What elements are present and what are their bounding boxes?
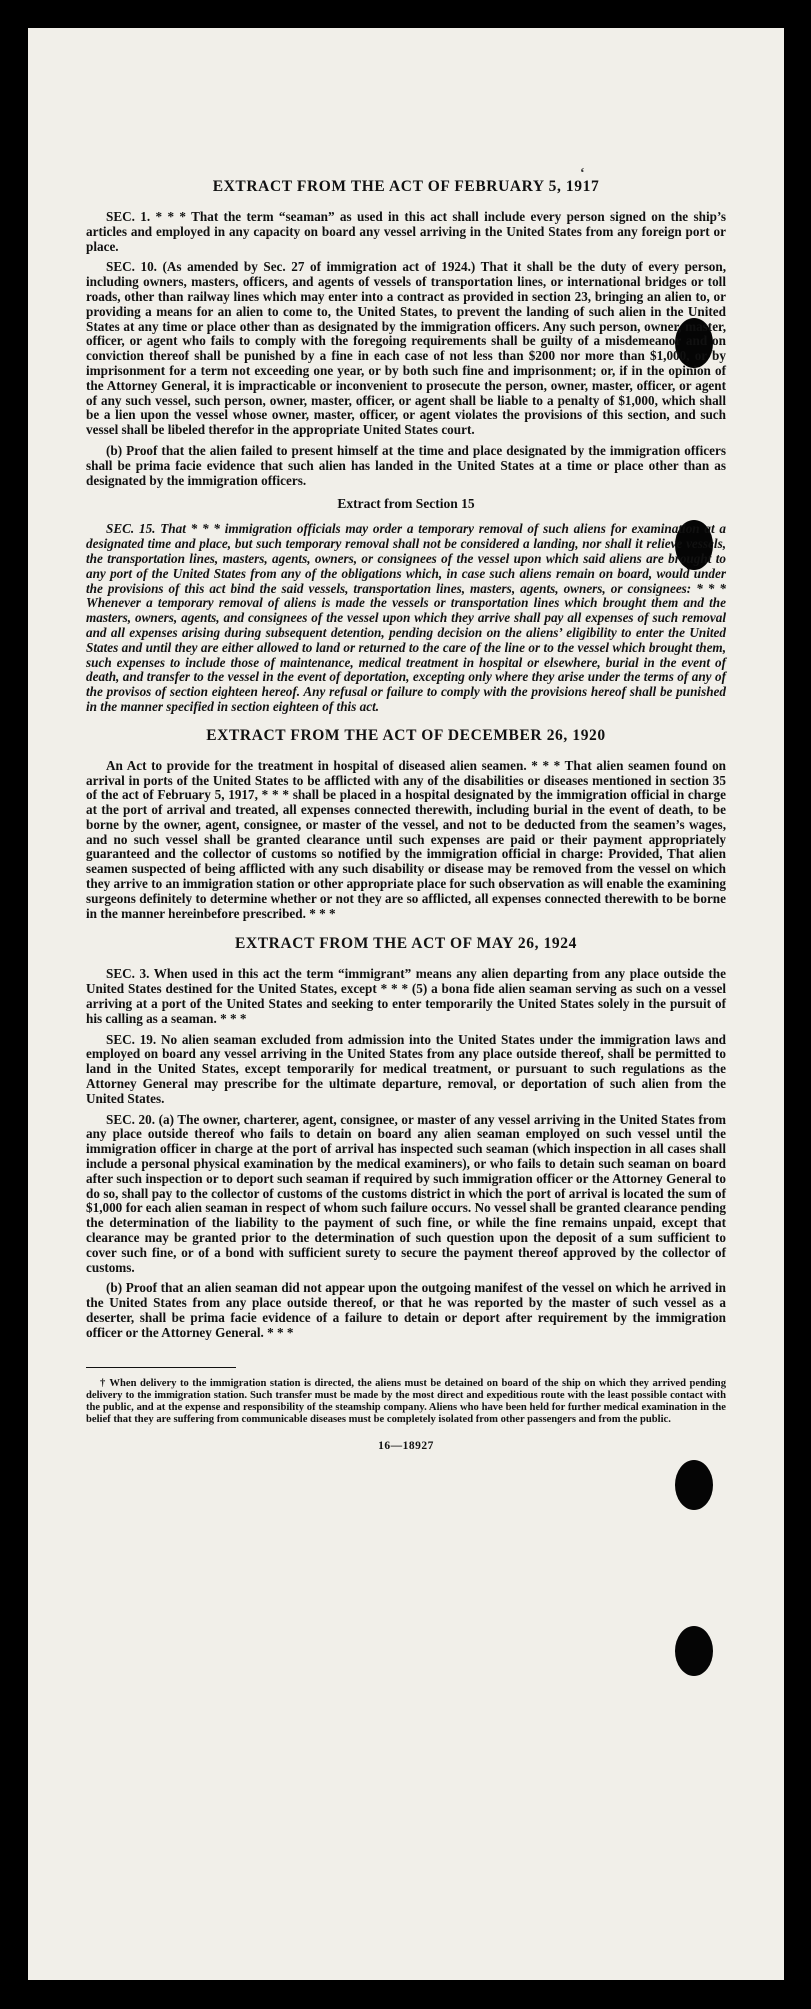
section-19: SEC. 19. No alien seaman excluded from admission into the United States under the immigration laws and employed on board any vessel arriving in the United States from any place outside thereof, shall be permitted to land in the United States, except temporarily for medical treatment, or pursuant to such regulations as the Attorney General may prescribe for the ultimate departure, removal, or deportation of such alien from the United States. (86, 1031, 726, 1106)
stray-mark: ʻ (580, 166, 585, 181)
footnote-rule (86, 1367, 236, 1368)
act-1920-body: An Act to provide for the treatment in hospital of diseased alien seamen. * * * That alien seamen found on arrival in ports of the United States to be afflicted with any of the disabilities or diseases mentioned in section 35 of the act of February 5, 1917, * * * shall be placed in a hospital designated by the immigration official in charge at the port of arrival and treated, all expenses connected therewith, including burial in the event of death, to be borne by the owner, agent, consignee, or master of the vessel, and not to be deducted from the seamen’s wages, and no such vessel shall be granted clearance until such expenses are paid or their payment appropriately guaranteed and the collector of customs so notified by the immigration official in charge: Provided, That alien seamen suspected of being afflicted with any such disability or disease may be removed from the vessel on which they arrive to an immigration station or other appropriate place for such observation as will enable the examining surgeons definitely to determine whether or not they are so afflicted, all expenses connected therewith to be borne in the manner hereinbefore prescribed. * * * (86, 757, 726, 921)
punch-hole (675, 1626, 713, 1676)
section-10: SEC. 10. (As amended by Sec. 27 of immigration act of 1924.) That it shall be the duty of every person, including owners, masters, officers, and agents of vessels of transportation lines, or international bridges or toll roads, other than railway lines which may enter into a contract as provided in section 23, bringing an alien to, or providing a means for an alien to come to, the United States, to prevent the landing of such alien in the United States at any time or place other than as designated by the immigration officers. Any such person, owner, master, officer, or agent who fails to comply with the foregoing requirements shall be guilty of a misdemeanor and on conviction thereof shall be punished by a fine in each case of not less than $200 nor more than $1,000, or by imprisonment for a term not exceeding one year, or by both such fine and imprisonment; or, if in the opinion of the Attorney General, it is impracticable or inconvenient to prosecute the person, owner, master, officer, or agent of any such vessel, such person, owner, master, officer, or agent shall be liable to a penalty of $1,000, which shall be a lien upon the vessel whose owner, master, officer, or agent violates the provisions of this section, and such vessel shall be libeled therefor in the appropriate United States court. (86, 259, 726, 438)
footnote: † When delivery to the immigration station is directed, the aliens must be detained on board of the ship on which they arrived pending delivery to the immigration station. Such transfer must be made by the most direct and expeditious route with the least possible contact with the public, and at the expense and responsibility of the steamship company. Aliens who have been held for further medical examination in the belief that they are suffering from communicable diseases must be completely isolated from other passengers and from the public. (86, 1377, 726, 1426)
section-1: SEC. 1. * * * That the term “seaman” as used in this act shall include every person signed on the ship’s articles and employed in any capacity on board any vessel arriving in the United States from any foreign port or place. (86, 209, 726, 254)
heading-act-1917: EXTRACT FROM THE ACT OF FEBRUARY 5, 1917 (212, 178, 600, 195)
section-10-b: (b) Proof that the alien failed to present himself at the time and place designated by the immigration officers shall be prima facie evidence that such alien has landed in the United States at a time or place other than as designated by the immigration officers. (86, 442, 726, 488)
punch-hole (675, 1460, 713, 1510)
page-number: 16—18927 (378, 1440, 434, 1453)
section-20: SEC. 20. (a) The owner, charterer, agent, consignee, or master of any vessel arriving in the United States from any place outside thereof who fails to detain on board any alien seaman employed on such vessel until the immigration officer in charge at the port of arrival has inspected such seaman (which inspection in all cases shall include a personal physical examination by the medical examiners), or who fails to detain such seaman on board after such inspection or to deport such seaman if required by such immigration officer or the Attorney General to do so, shall pay to the collector of customs of the customs district in which the port of arrival is located the sum of $1,000 for each alien seaman in respect of whom such failure occurs. No vessel shall be granted clearance pending the determination of the liability to the payment of such fine, or while the fine remains unpaid, except that clearance may be granted prior to the determination of such question upon the deposit of a sum sufficient to cover such fine, or of a bond with sufficient surety to secure the payment thereof approved by the collector of customs. (86, 1111, 726, 1275)
heading-act-1920: EXTRACT FROM THE ACT OF DECEMBER 26, 1920 (206, 726, 606, 744)
subheading-section-15: Extract from Section 15 (337, 496, 475, 512)
heading-act-1924: EXTRACT FROM THE ACT OF MAY 26, 1924 (235, 935, 577, 953)
document-page (28, 28, 784, 1980)
section-3: SEC. 3. When used in this act the term “immigrant” means any alien departing from any place outside the United States destined for the United States, except * * * (5) a bona fide alien seaman serving as such on a vessel arriving at a port of the United States and seeking to enter temporarily the United States solely in the pursuit of his calling as a seaman. * * * (86, 966, 726, 1026)
document-content (86, 178, 726, 1452)
section-15: SEC. 15. That * * * immigration officials may order a temporary removal of such aliens for examination at a designated time and place, but such temporary removal shall not be considered a landing, nor shall it relieve vessels, the transportation lines, masters, agents, owners, or consignees of the vessel upon which said aliens are brought to any port of the United States from any of the obligations which, in case such aliens remain on board, would under the provisions of this act bind the said vessels, transportation lines, masters, agents, owners, or consignees: * * * Whenever a temporary removal of aliens is made the vessels or transportation lines which brought them and the masters, owners, agents, and consignees of the vessel upon which they arrive shall pay all expenses of such removal and all expenses arising during subsequent detention, pending decision on the aliens’ eligibility to enter the United States and until they are either allowed to land or returned to the care of the line or to the vessel which brought them, such expenses to include those of maintenance, medical treatment in hospital or elsewhere, burial in the event of death, and transfer to the vessel in the event of deportation, excepting only where they arise under the terms of any of the provisos of section eighteen hereof. Any refusal or failure to comply with the provisions hereof shall be punished in the manner specified in section eighteen of this act. (86, 521, 726, 714)
section-20-b: (b) Proof that an alien seaman did not appear upon the outgoing manifest of the vessel on which he arrived in the United States from any place outside thereof, or that he was reported by the master of such vessel as a deserter, shall be prima facie evidence of a failure to detain or deport after requirement by the immigration officer or the Attorney General. * * * (86, 1280, 726, 1340)
